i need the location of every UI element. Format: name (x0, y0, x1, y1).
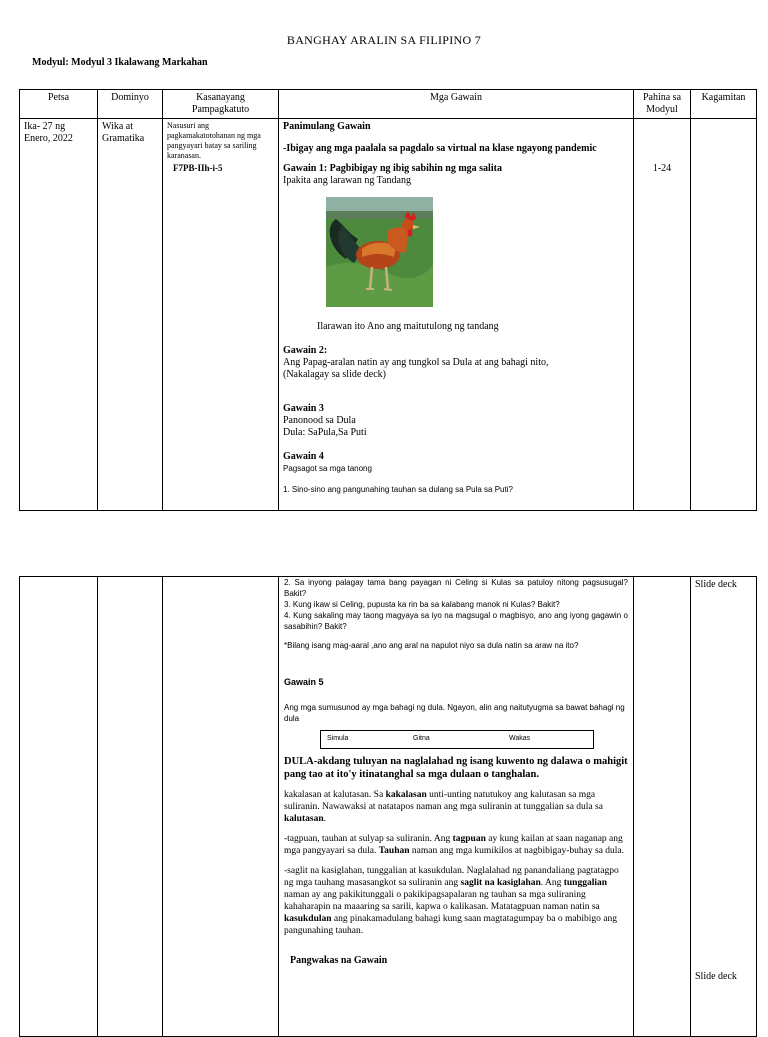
cell-pahina-2 (634, 577, 691, 1037)
question-4: 4. Kung sakaling may taong magyaya sa iyo na magsugal o magbisyo, ano ang iyong gagawin o sasabihin? Bakit? (284, 611, 628, 631)
header-gawain: Mga Gawain (279, 90, 634, 119)
cell-kagamitan (691, 119, 757, 511)
gawain5-heading: Gawain 5 (284, 677, 324, 687)
pangwakas-heading-cut: Pangwakas na Gawain (290, 955, 388, 966)
header-dominyo: Dominyo (98, 90, 163, 119)
cell-kasanayan-2 (163, 577, 279, 1037)
part-wakas: Wakas (509, 735, 531, 742)
panimula-heading: Panimulang Gawain (283, 121, 371, 132)
dula-parts-box (320, 730, 594, 749)
dula-definition: DULA-akdang tuluyan na naglalahad ng isang kuwento ng dalawa o mahigit pang tao at ito'y itinatanghal sa mga dulaan o tanghalan. (284, 756, 628, 780)
header-kagamitan: Kagamitan (691, 90, 757, 119)
header-petsa: Petsa (20, 90, 98, 119)
header-pahina: Pahina sa Modyul (634, 90, 691, 119)
lesson-plan-table-1 (19, 89, 757, 511)
lesson-plan-table-2 (19, 576, 757, 1037)
gawain1-heading: Gawain 1: Pagbibigay ng ibig sabihin ng mga salita (283, 163, 502, 174)
image-caption: Ilarawan ito Ano ang maitutulong ng tandang (317, 321, 499, 332)
kagamitan-slide-deck-2: Slide deck (695, 971, 737, 982)
question-3: 3. Kung ikaw si Celing, pupusta ka rin ba sa kalabang manok ni Kulas? Bakit? (284, 600, 560, 609)
paragraph-kasiglahan: -saglit na kasiglahan, tunggalian at kasukdulan. Naglalahad ng panandaliang pagtatagpo ng mga tauhang masasangkot sa suliranin ang saglit na kasiglahan. Ang tunggalian naman ay ang pakikitunggali o pakikipagsapalaran ng tauhan sa mga suliraning kahaharapin na maaaring sa sarili, kapwa o kalikasan. Matatagpuan naman natin sa kasukdulan ang pinakamadulang bahagi kung saan magtatagumpay ba o mabibigo ang pangunahing tauhan. (284, 866, 619, 936)
header-kasanayan: Kasanayang Pampagkatuto (163, 90, 279, 119)
paragraph-kakalasan: kakalasan at kalutasan. Sa kakalasan unti-unting natutukoy ang kalutasan sa mga suliranin. Nawawaksi at natatapos naman ang mga suliranin at tunggalian sa dula sa kalutasan. (284, 790, 603, 824)
cell-kasanayan: Nasusuri ang pagkamakatotohanan ng mga pangyayari batay sa sariling karanasan. F7PB-IIh-i-5 (163, 119, 279, 511)
cell-gawain: Panimulang Gawain -Ibigay ang mga paalala sa pagdalo sa virtual na klase ngayong pandemic Gawain 1: Pagbibigay ng ibig sabihin ng mga salita Ipakita ang larawan ng Tandang Ilarawan ito Ano ang maitutulong ng tandang Gawain 2: Ang Papag-aralan natin ay ang tungkol sa Dula at ang bahagi nito, (Nakalagay sa slide deck) Gawain 3 Panonood sa Dula Dula: SaPula,Sa Puti Gawain 4 Pagsagot sa mga tanong 1. Sino-sino ang pangunahing tauhan sa dulang sa Pula sa Puti? (279, 119, 634, 511)
paragraph-tagpuan: -tagpuan, tauhan at sulyap sa suliranin. Ang tagpuan ay kung kailan at saan naganap ang mga pangyayari sa dula. Tauhan naman ang mga kumikilos at nagbibigay-buhay sa dula. (284, 834, 625, 856)
gawain3-heading: Gawain 3 (283, 403, 324, 414)
cell-dominyo-2 (98, 577, 163, 1037)
rooster-image (326, 197, 433, 307)
cell-gawain-2: 2. Sa inyong palagay tama bang payagan ni Celing si Kulas sa patuloy nitong pagsusugal? Bakit? 3. Kung ikaw si Celing, pupusta ka rin ba sa kalabang manok ni Kulas? Bakit? 4. Kung sakaling may taong magyaya sa iyo na magsugal o magbisyo, ano ang iyong gagawin o sasabihin? Bakit? *Bilang isang mag-aaral ,ano ang aral na napulot niyo sa dula natin sa araw na ito? Gawain 5 Ang mga sumusunod ay mga bahagi ng dula. Ngayon, alin ang naitutyugma sa bawat bahagi ng dula Simula Gitna Wakas DULA-akdang tuluyan na naglalahad ng isang kuwento ng dalawa o mahigit pang tao at ito'y itinatanghal sa mga dulaan o tanghalan. kakalasan at kalutasan. Sa kakalasan unti-unting natutukoy ang kalutasan sa mga suliranin. Nawawaksi at natatapos naman ang mga suliranin at tunggalian sa dula sa kalutasan. -tagpuan, tauhan at sulyap sa suliranin. Ang tagpuan ay kung kailan at saan naganap ang mga pangyayari sa dula. Tauhan naman ang mga kumikilos at nagbibigay-buhay sa dula. -saglit na kasiglahan, tunggalian at kasukdulan. Naglalahad ng panandaliang pagtatagpo ng mga tauhang masasangkot sa suliranin ang saglit na kasiglahan. Ang tunggalian naman ay ang pakikitunggali o pakikipagsapalaran ng tauhan sa mga suliraning kahaharapin na maaaring sa sarili, kapwa o kalikasan. Matatagpuan naman natin sa kasukdulan ang pinakamadulang bahagi kung saan magtatagumpay ba o mabibigo ang pangunahing tauhan. Pangwakas na Gawain (279, 577, 634, 1037)
competency-code: F7PB-IIh-i-5 (173, 163, 223, 173)
kagamitan-slide-deck-1: Slide deck (695, 579, 737, 590)
cell-dominyo: Wika at Gramatika (98, 119, 163, 511)
cell-pahina: 1-24 (634, 119, 691, 511)
document-subtitle: Modyul: Modyul 3 Ikalawang Markahan (32, 57, 208, 68)
bilang-question: *Bilang isang mag-aaral ,ano ang aral na napulot niyo sa dula natin sa araw na ito? (284, 641, 579, 650)
ibigay-text: -Ibigay ang mga paalala sa pagdalo sa virtual na klase ngayong pandemic (283, 143, 597, 154)
gawain4-heading: Gawain 4 (283, 451, 324, 462)
document-title: BANGHAY ARALIN SA FILIPINO 7 (286, 33, 482, 47)
gawain2-heading: Gawain 2: (283, 345, 328, 356)
question-2: 2. Sa inyong palagay tama bang payagan ni Celing si Kulas sa patuloy nitong pagsusugal? Bakit? (284, 578, 628, 598)
question-1: 1. Sino-sino ang pangunahing tauhan sa dulang sa Pula sa Puti? (283, 485, 513, 494)
cell-petsa: Ika- 27 ng Enero, 2022 (20, 119, 98, 511)
cell-kagamitan-2 (691, 577, 757, 1037)
part-gitna: Gitna (413, 735, 430, 742)
part-simula: Simula (327, 735, 349, 742)
cell-petsa-2 (20, 577, 98, 1037)
